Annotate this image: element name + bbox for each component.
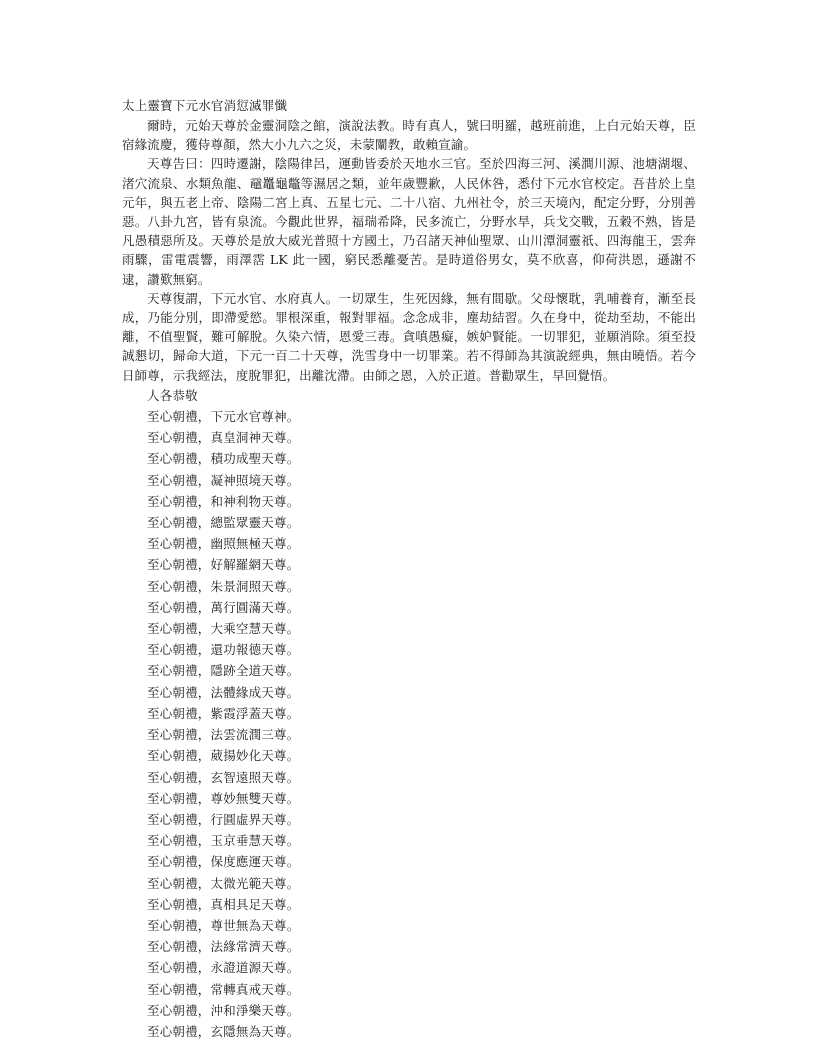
litany-line: 至心朝禮，還功報德天尊。 [147,642,300,658]
litany-line: 至心朝禮，和神利物天尊。 [147,493,300,509]
litany-line-list [122,406,696,1042]
paragraph-1: 爾時，元始天尊於金靈洞陰之館，演說法教。時有真人，號曰明羅，越班前進，上白元始天尊，臣宿緣流慶，獲侍尊顏，然大小九六之災，未蒙闡教，敢賴宣諭。 [122,118,696,153]
paragraph-3: 天尊復謂，下元水官、水府真人。一切眾生，生死因緣，無有間歇。父母懷耽，乳哺養育，漸至長成，乃能分別，即滯愛慾。罪根深重，報對罪福。念念成非，塵劫結習。久在身中，從劫至劫，不能出離，不值聖賢，難可解脫。久染六情，恩愛三毒。貪嗔愚癡，嫉妒賢能。一切罪犯，並願消除。須至投誠懇切，歸命大道，下元一百二十天尊，洗雪身中一切罪業。若不得師為其演說經典，無由曉悟。若今日師尊，示我經法，度脫罪犯，出離沈滯。由師之恩，入於正道。普勸眾生，早回覺悟。 [122,290,696,383]
litany-line: 至心朝禮，玄智遠照天尊。 [147,769,300,785]
litany-line: 至心朝禮，紫霞浮蓋天尊。 [147,705,300,721]
document-body [122,96,696,1042]
litany-line: 至心朝禮，凝神照境天尊。 [147,472,300,488]
litany-line: 至心朝禮，總監眾靈天尊。 [147,515,300,531]
litany-heading: 人各恭敬 [147,387,198,403]
litany-line: 至心朝禮，尊世無為天尊。 [147,917,300,933]
litany-line: 至心朝禮，真相具足天尊。 [147,896,300,912]
litany-line: 至心朝禮，沖和淨樂天尊。 [147,1002,300,1018]
litany-block [122,385,696,1042]
litany-line: 至心朝禮，大乘空慧天尊。 [147,621,300,637]
litany-line: 至心朝禮，太微光範天尊。 [147,875,300,891]
litany-line: 至心朝禮，常轉真戒天尊。 [147,981,300,997]
litany-line: 至心朝禮，玄隱無為天尊。 [147,1023,300,1039]
litany-line: 至心朝禮，行圓虛界天尊。 [147,811,300,827]
litany-line: 至心朝禮，永證道源天尊。 [147,960,300,976]
litany-line: 至心朝禮，法緣常濟天尊。 [147,939,300,955]
litany-line: 至心朝禮，萬行圓滿天尊。 [147,599,300,615]
litany-line: 至心朝禮，好解羅網天尊。 [147,557,300,573]
litany-line: 至心朝禮，下元水官尊神。 [147,409,300,425]
litany-line: 至心朝禮，幽照無極天尊。 [147,536,300,552]
litany-line: 至心朝禮，積功成聖天尊。 [147,451,300,467]
litany-line: 至心朝禮，玉京垂慧天尊。 [147,833,300,849]
page-title: 太上靈寶下元水官消愆滅罪懺 [122,98,288,113]
litany-line: 至心朝禮，真皇洞神天尊。 [147,430,300,446]
litany-line: 至心朝禮，隱跡全道天尊。 [147,663,300,679]
paragraph-2: 天尊告曰：四時遷謝，陰陽律呂，運動皆委於天地水三官。至於四海三河、溪澗川源、池塘湖堰、渚穴流泉、水類魚龍、黿鼉龜鼈等濕居之類，並年歲豐歉，人民休咎，悉付下元水官校定。吾昔於上皇元年，與五老上帝、陰陽二宮上真、五星七元、二十八宿、九州社令，於三天境內，配定分野，分別善惡。八卦九宮，皆有泉流。今觀此世界，福瑞希降，民多流亡，分野水旱，兵戈交戰，五穀不熟，皆是凡愚積惡所及。天尊於是放大威光普照十方國土，乃召諸天神仙聖眾、山川潭洞靈祇、四海龍王，雲奔雨驟，雷電震響，雨澤霑 LK 此一國，窮民悉離憂苦。是時道俗男女，莫不欣喜，仰荷洪恩，遜謝不逮，讚歎無窮。 [122,156,696,287]
litany-line: 至心朝禮，法體緣成天尊。 [147,684,300,700]
litany-line: 至心朝禮，葳揚妙化天尊。 [147,748,300,764]
litany-line: 至心朝禮，尊妙無雙天尊。 [147,790,300,806]
litany-line: 至心朝禮，法雲流潤三尊。 [147,727,300,743]
litany-line: 至心朝禮，朱景洞照天尊。 [147,578,300,594]
litany-line: 至心朝禮，保度應運天尊。 [147,854,300,870]
